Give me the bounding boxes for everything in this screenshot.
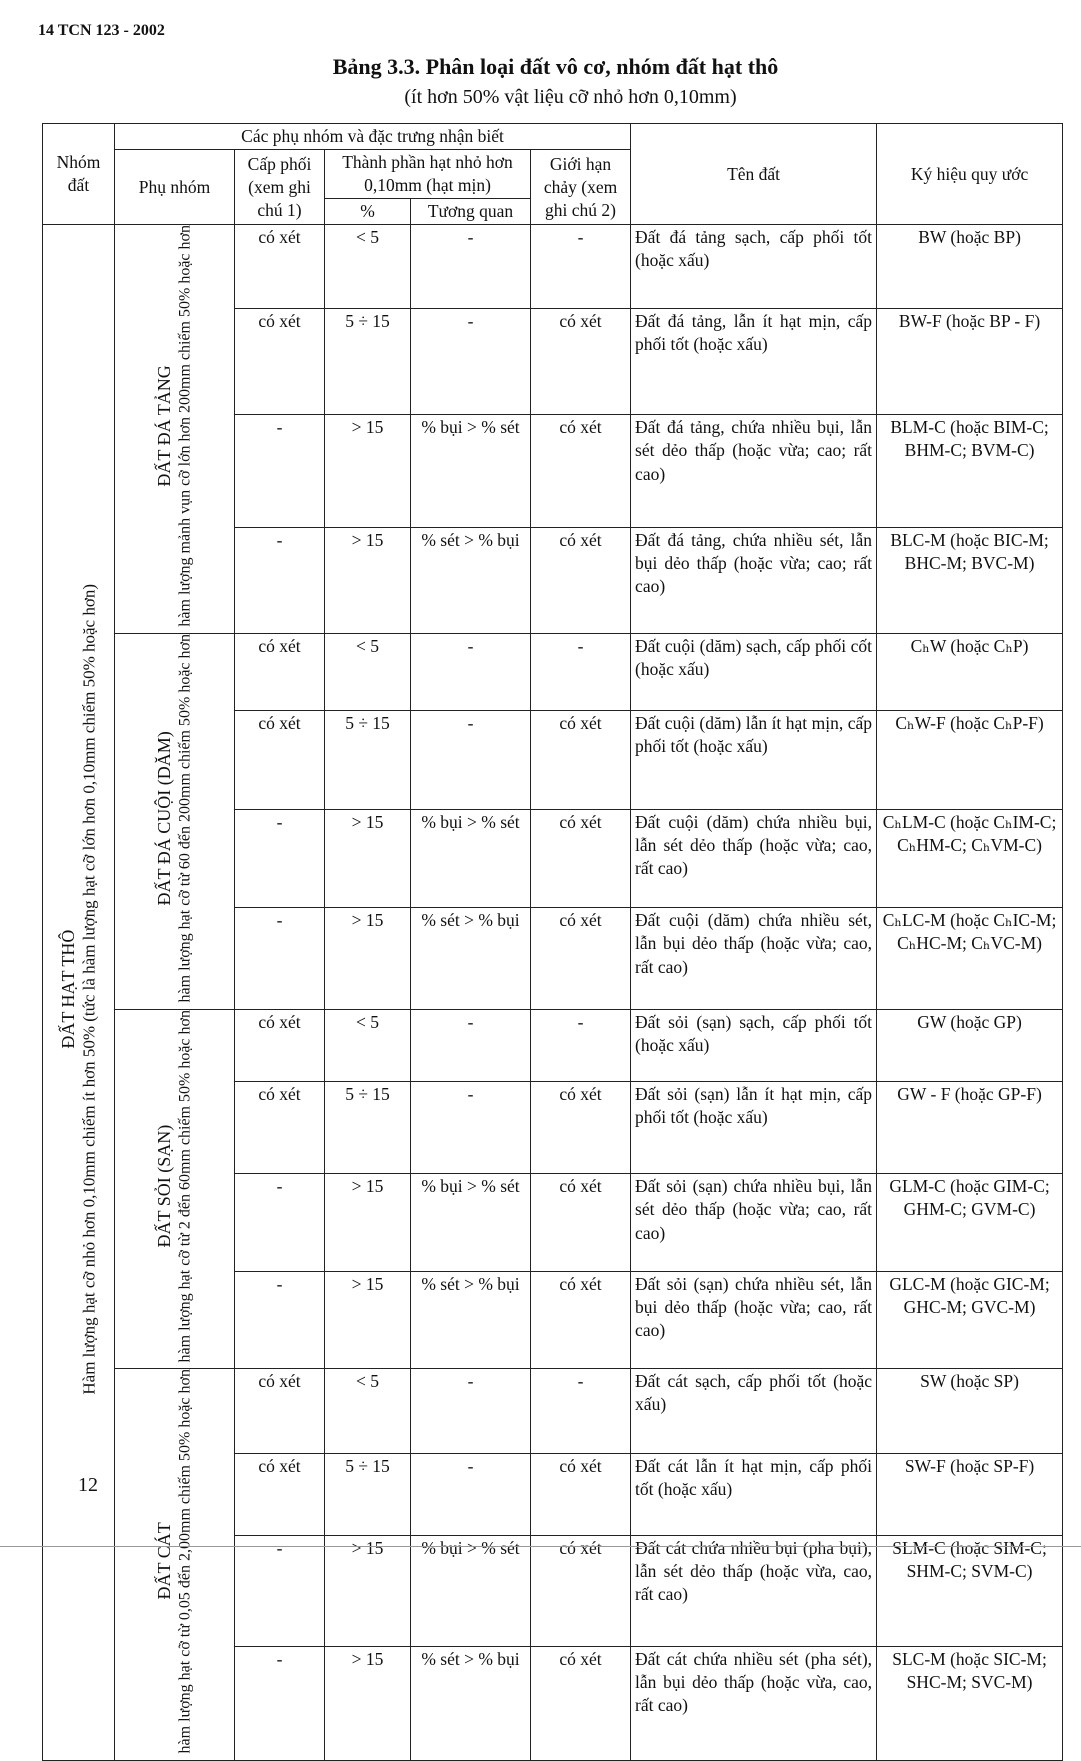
- subgroup-cell: [115, 1009, 235, 1369]
- subgroup-name: ĐẤT CÁT: [154, 1522, 175, 1600]
- cell-cap-phoi: có xét: [235, 225, 325, 308]
- subgroup-cell: [115, 225, 235, 634]
- cell-ten-dat: Đất sỏi (sạn) chứa nhiều bụi, lẫn sét dẻo thấp (hoặc vừa; cao, rất cao): [631, 1174, 877, 1271]
- cell-percent: > 15: [325, 1174, 411, 1271]
- cell-ky-hieu: SW (hoặc SP): [877, 1369, 1063, 1454]
- document-code: 14 TCN 123 - 2002: [38, 22, 165, 39]
- subgroup-label: [154, 1369, 195, 1753]
- cell-percent: < 5: [325, 225, 411, 308]
- cell-ten-dat: Đất cuội (dăm) chứa nhiều bụi, lẫn sét dẻo thấp (hoặc vừa; cao, rất cao): [631, 809, 877, 908]
- cell-gioi-han-chay: có xét: [531, 1535, 631, 1646]
- cell-gioi-han-chay: có xét: [531, 908, 631, 1009]
- cell-ten-dat: Đất sỏi (sạn) chứa nhiều sét, lẫn bụi dẻo thấp (hoặc vừa; cao, rất cao): [631, 1271, 877, 1368]
- cell-cap-phoi: -: [235, 809, 325, 908]
- subgroup-name: ĐẤT ĐÁ CUỘI (DĂM): [154, 731, 175, 906]
- header-thanh-phan: Thành phần hạt nhỏ hơn 0,10mm (hạt mịn): [325, 150, 531, 199]
- table-subtitle: (ít hơn 50% vật liệu cỡ nhỏ hơn 0,10mm): [404, 86, 737, 108]
- cell-tuong-quan: -: [411, 1453, 531, 1535]
- cell-percent: > 15: [325, 1646, 411, 1760]
- cell-tuong-quan: -: [411, 634, 531, 711]
- cell-gioi-han-chay: -: [531, 225, 631, 308]
- cell-ky-hieu: BW-F (hoặc BP - F): [877, 308, 1063, 414]
- cell-ten-dat: Đất đá tảng sạch, cấp phối tốt (hoặc xấu): [631, 225, 877, 308]
- cell-cap-phoi: -: [235, 1174, 325, 1271]
- subgroup-label: [154, 634, 195, 1002]
- cell-tuong-quan: -: [411, 1009, 531, 1081]
- cell-ten-dat: Đất cuội (dăm) sạch, cấp phối cốt (hoặc xấu): [631, 634, 877, 711]
- cell-ky-hieu: CₕLC-M (hoặc CₕIC-M; CₕHC-M; CₕVC-M): [877, 908, 1063, 1009]
- cell-cap-phoi: có xét: [235, 308, 325, 414]
- cell-cap-phoi: -: [235, 415, 325, 527]
- cell-ky-hieu: SLM-C (hoặc SIM-C; SHM-C; SVM-C): [877, 1535, 1063, 1646]
- cell-ten-dat: Đất cát sạch, cấp phối tốt (hoặc xấu): [631, 1369, 877, 1454]
- cell-gioi-han-chay: có xét: [531, 1271, 631, 1368]
- subgroup-label: [154, 225, 195, 627]
- cell-gioi-han-chay: có xét: [531, 1646, 631, 1760]
- cell-ten-dat: Đất cát lẫn ít hạt mịn, cấp phối tốt (hoặc xấu): [631, 1453, 877, 1535]
- header-gioi-han-chay: Giới hạn chảy (xem ghi chú 2): [531, 150, 631, 225]
- cell-cap-phoi: -: [235, 1535, 325, 1646]
- subgroup-label: [154, 1010, 195, 1362]
- cell-gioi-han-chay: -: [531, 1009, 631, 1081]
- cell-cap-phoi: có xét: [235, 1009, 325, 1081]
- subgroup-description: hàm lượng hạt cỡ từ 60 đến 200mm chiếm 50% hoặc hơn: [176, 634, 194, 1003]
- cell-cap-phoi: có xét: [235, 1369, 325, 1454]
- group-label: [58, 584, 100, 1395]
- cell-percent: > 15: [325, 1535, 411, 1646]
- cell-gioi-han-chay: có xét: [531, 1453, 631, 1535]
- cell-percent: < 5: [325, 1369, 411, 1454]
- cell-percent: < 5: [325, 1009, 411, 1081]
- cell-cap-phoi: có xét: [235, 1453, 325, 1535]
- subgroup-description: hàm lượng mảnh vụn cỡ lớn hơn 200mm chiếm 50% hoặc hơn: [176, 225, 194, 627]
- cell-ky-hieu: CₕLM-C (hoặc CₕIM-C; CₕHM-C; CₕVM-C): [877, 809, 1063, 908]
- cell-tuong-quan: % bụi > % sét: [411, 1174, 531, 1271]
- header-cap-phoi: Cấp phối (xem ghi chú 1): [235, 150, 325, 225]
- classification-table: [42, 123, 1063, 1761]
- table-body: [43, 225, 1063, 1760]
- cell-cap-phoi: -: [235, 1271, 325, 1368]
- header-row-1: [43, 124, 1063, 150]
- subgroup-description: hàm lượng hạt cỡ từ 0,05 đến 2,00mm chiếm 50% hoặc hơn: [176, 1369, 194, 1754]
- cell-gioi-han-chay: -: [531, 1369, 631, 1454]
- table-row: [43, 1369, 1063, 1454]
- header-nhom-dat: Nhóm đất: [43, 124, 115, 225]
- cell-percent: 5 ÷ 15: [325, 308, 411, 414]
- header-phu-nhom: Phụ nhóm: [115, 150, 235, 225]
- cell-gioi-han-chay: có xét: [531, 1174, 631, 1271]
- cell-gioi-han-chay: có xét: [531, 308, 631, 414]
- cell-ky-hieu: BLM-C (hoặc BIM-C; BHM-C; BVM-C): [877, 415, 1063, 527]
- cell-ky-hieu: CₕW (hoặc CₕP): [877, 634, 1063, 711]
- subgroup-cell: [115, 1369, 235, 1761]
- cell-percent: 5 ÷ 15: [325, 1081, 411, 1173]
- cell-cap-phoi: có xét: [235, 634, 325, 711]
- cell-percent: 5 ÷ 15: [325, 711, 411, 810]
- cell-percent: > 15: [325, 1271, 411, 1368]
- cell-ten-dat: Đất cuội (dăm) lẫn ít hạt mịn, cấp phối tốt (hoặc xấu): [631, 711, 877, 810]
- cell-tuong-quan: -: [411, 1369, 531, 1454]
- cell-ky-hieu: CₕW-F (hoặc CₕP-F): [877, 711, 1063, 810]
- group-cell: [43, 225, 115, 1760]
- cell-ten-dat: Đất sỏi (sạn) lẫn ít hạt mịn, cấp phối tốt (hoặc xấu): [631, 1081, 877, 1173]
- cell-ky-hieu: BW (hoặc BP): [877, 225, 1063, 308]
- subgroup-cell: [115, 634, 235, 1010]
- cell-ky-hieu: GLM-C (hoặc GIM-C; GHM-C; GVM-C): [877, 1174, 1063, 1271]
- header-ky-hieu: Ký hiệu quy ước: [877, 124, 1063, 225]
- bottom-rule: [0, 1546, 1081, 1547]
- cell-tuong-quan: % sét > % bụi: [411, 527, 531, 634]
- cell-ky-hieu: SLC-M (hoặc SIC-M; SHC-M; SVC-M): [877, 1646, 1063, 1760]
- cell-gioi-han-chay: có xét: [531, 527, 631, 634]
- cell-percent: > 15: [325, 809, 411, 908]
- cell-gioi-han-chay: có xét: [531, 711, 631, 810]
- cell-tuong-quan: -: [411, 308, 531, 414]
- header-ten-dat: Tên đất: [631, 124, 877, 225]
- cell-percent: 5 ÷ 15: [325, 1453, 411, 1535]
- cell-ten-dat: Đất cát chứa nhiều sét (pha sét), lẫn bụi dẻo thấp (hoặc vừa, cao, rất cao): [631, 1646, 877, 1760]
- cell-ten-dat: Đất cuội (dăm) chứa nhiều sét, lẫn bụi dẻo thấp (hoặc vừa; cao, rất cao): [631, 908, 877, 1009]
- cell-tuong-quan: % bụi > % sét: [411, 809, 531, 908]
- header-percent: %: [325, 199, 411, 225]
- cell-cap-phoi: có xét: [235, 711, 325, 810]
- cell-tuong-quan: % bụi > % sét: [411, 415, 531, 527]
- classification-table-wrapper: [42, 123, 1062, 1761]
- subgroup-name: ĐẤT SỎI (SẠN): [154, 1124, 175, 1248]
- cell-tuong-quan: % bụi > % sét: [411, 1535, 531, 1646]
- header-cac-phu-nhom: Các phụ nhóm và đặc trưng nhận biết: [115, 124, 631, 150]
- cell-tuong-quan: -: [411, 711, 531, 810]
- cell-ky-hieu: SW-F (hoặc SP-F): [877, 1453, 1063, 1535]
- cell-gioi-han-chay: có xét: [531, 1081, 631, 1173]
- cell-ky-hieu: BLC-M (hoặc BIC-M; BHC-M; BVC-M): [877, 527, 1063, 634]
- table-row: [43, 225, 1063, 308]
- cell-ten-dat: Đất cát chứa nhiều bụi (pha bụi), lẫn sét dẻo thấp (hoặc vừa, cao, rất cao): [631, 1535, 877, 1646]
- cell-gioi-han-chay: có xét: [531, 415, 631, 527]
- cell-cap-phoi: -: [235, 908, 325, 1009]
- cell-cap-phoi: -: [235, 1646, 325, 1760]
- cell-ten-dat: Đất đá tảng, chứa nhiều bụi, lẫn sét dẻo thấp (hoặc vừa; cao; rất cao): [631, 415, 877, 527]
- header-tuong-quan: Tương quan: [411, 199, 531, 225]
- cell-tuong-quan: % sét > % bụi: [411, 1646, 531, 1760]
- cell-cap-phoi: có xét: [235, 1081, 325, 1173]
- cell-ky-hieu: GW (hoặc GP): [877, 1009, 1063, 1081]
- subgroup-name: ĐẤT ĐÁ TẢNG: [154, 365, 175, 487]
- table-row: [43, 1009, 1063, 1081]
- cell-percent: > 15: [325, 527, 411, 634]
- cell-ten-dat: Đất đá tảng, chứa nhiều sét, lẫn bụi dẻo thấp (hoặc vừa; cao; rất cao): [631, 527, 877, 634]
- cell-ky-hieu: GLC-M (hoặc GIC-M; GHC-M; GVC-M): [877, 1271, 1063, 1368]
- cell-percent: > 15: [325, 908, 411, 1009]
- cell-ten-dat: Đất sỏi (sạn) sạch, cấp phối tốt (hoặc xấu): [631, 1009, 877, 1081]
- cell-gioi-han-chay: -: [531, 634, 631, 711]
- cell-gioi-han-chay: có xét: [531, 809, 631, 908]
- subgroup-description: hàm lượng hạt cỡ từ 2 đến 60mm chiếm 50% hoặc hơn: [176, 1009, 194, 1363]
- page-number: 12: [78, 1474, 98, 1496]
- cell-tuong-quan: % sét > % bụi: [411, 1271, 531, 1368]
- table-title: Bảng 3.3. Phân loại đất vô cơ, nhóm đất hạt thô: [332, 54, 779, 79]
- cell-percent: < 5: [325, 634, 411, 711]
- table-row: [43, 634, 1063, 711]
- cell-tuong-quan: % sét > % bụi: [411, 908, 531, 1009]
- cell-cap-phoi: -: [235, 527, 325, 634]
- cell-ten-dat: Đất đá tảng, lẫn ít hạt mịn, cấp phối tốt (hoặc xấu): [631, 308, 877, 414]
- cell-percent: > 15: [325, 415, 411, 527]
- group-description: Hàm lượng hạt cỡ nhỏ hơn 0,10mm chiếm ít hơn 50% (tức là hàm lượng hạt cỡ lớn hơn 0,10mm chiếm 50% hoặc hơn): [79, 584, 99, 1395]
- cell-ky-hieu: GW - F (hoặc GP-F): [877, 1081, 1063, 1173]
- cell-tuong-quan: -: [411, 225, 531, 308]
- cell-tuong-quan: -: [411, 1081, 531, 1173]
- group-name: ĐẤT HẠT THÔ: [57, 929, 78, 1049]
